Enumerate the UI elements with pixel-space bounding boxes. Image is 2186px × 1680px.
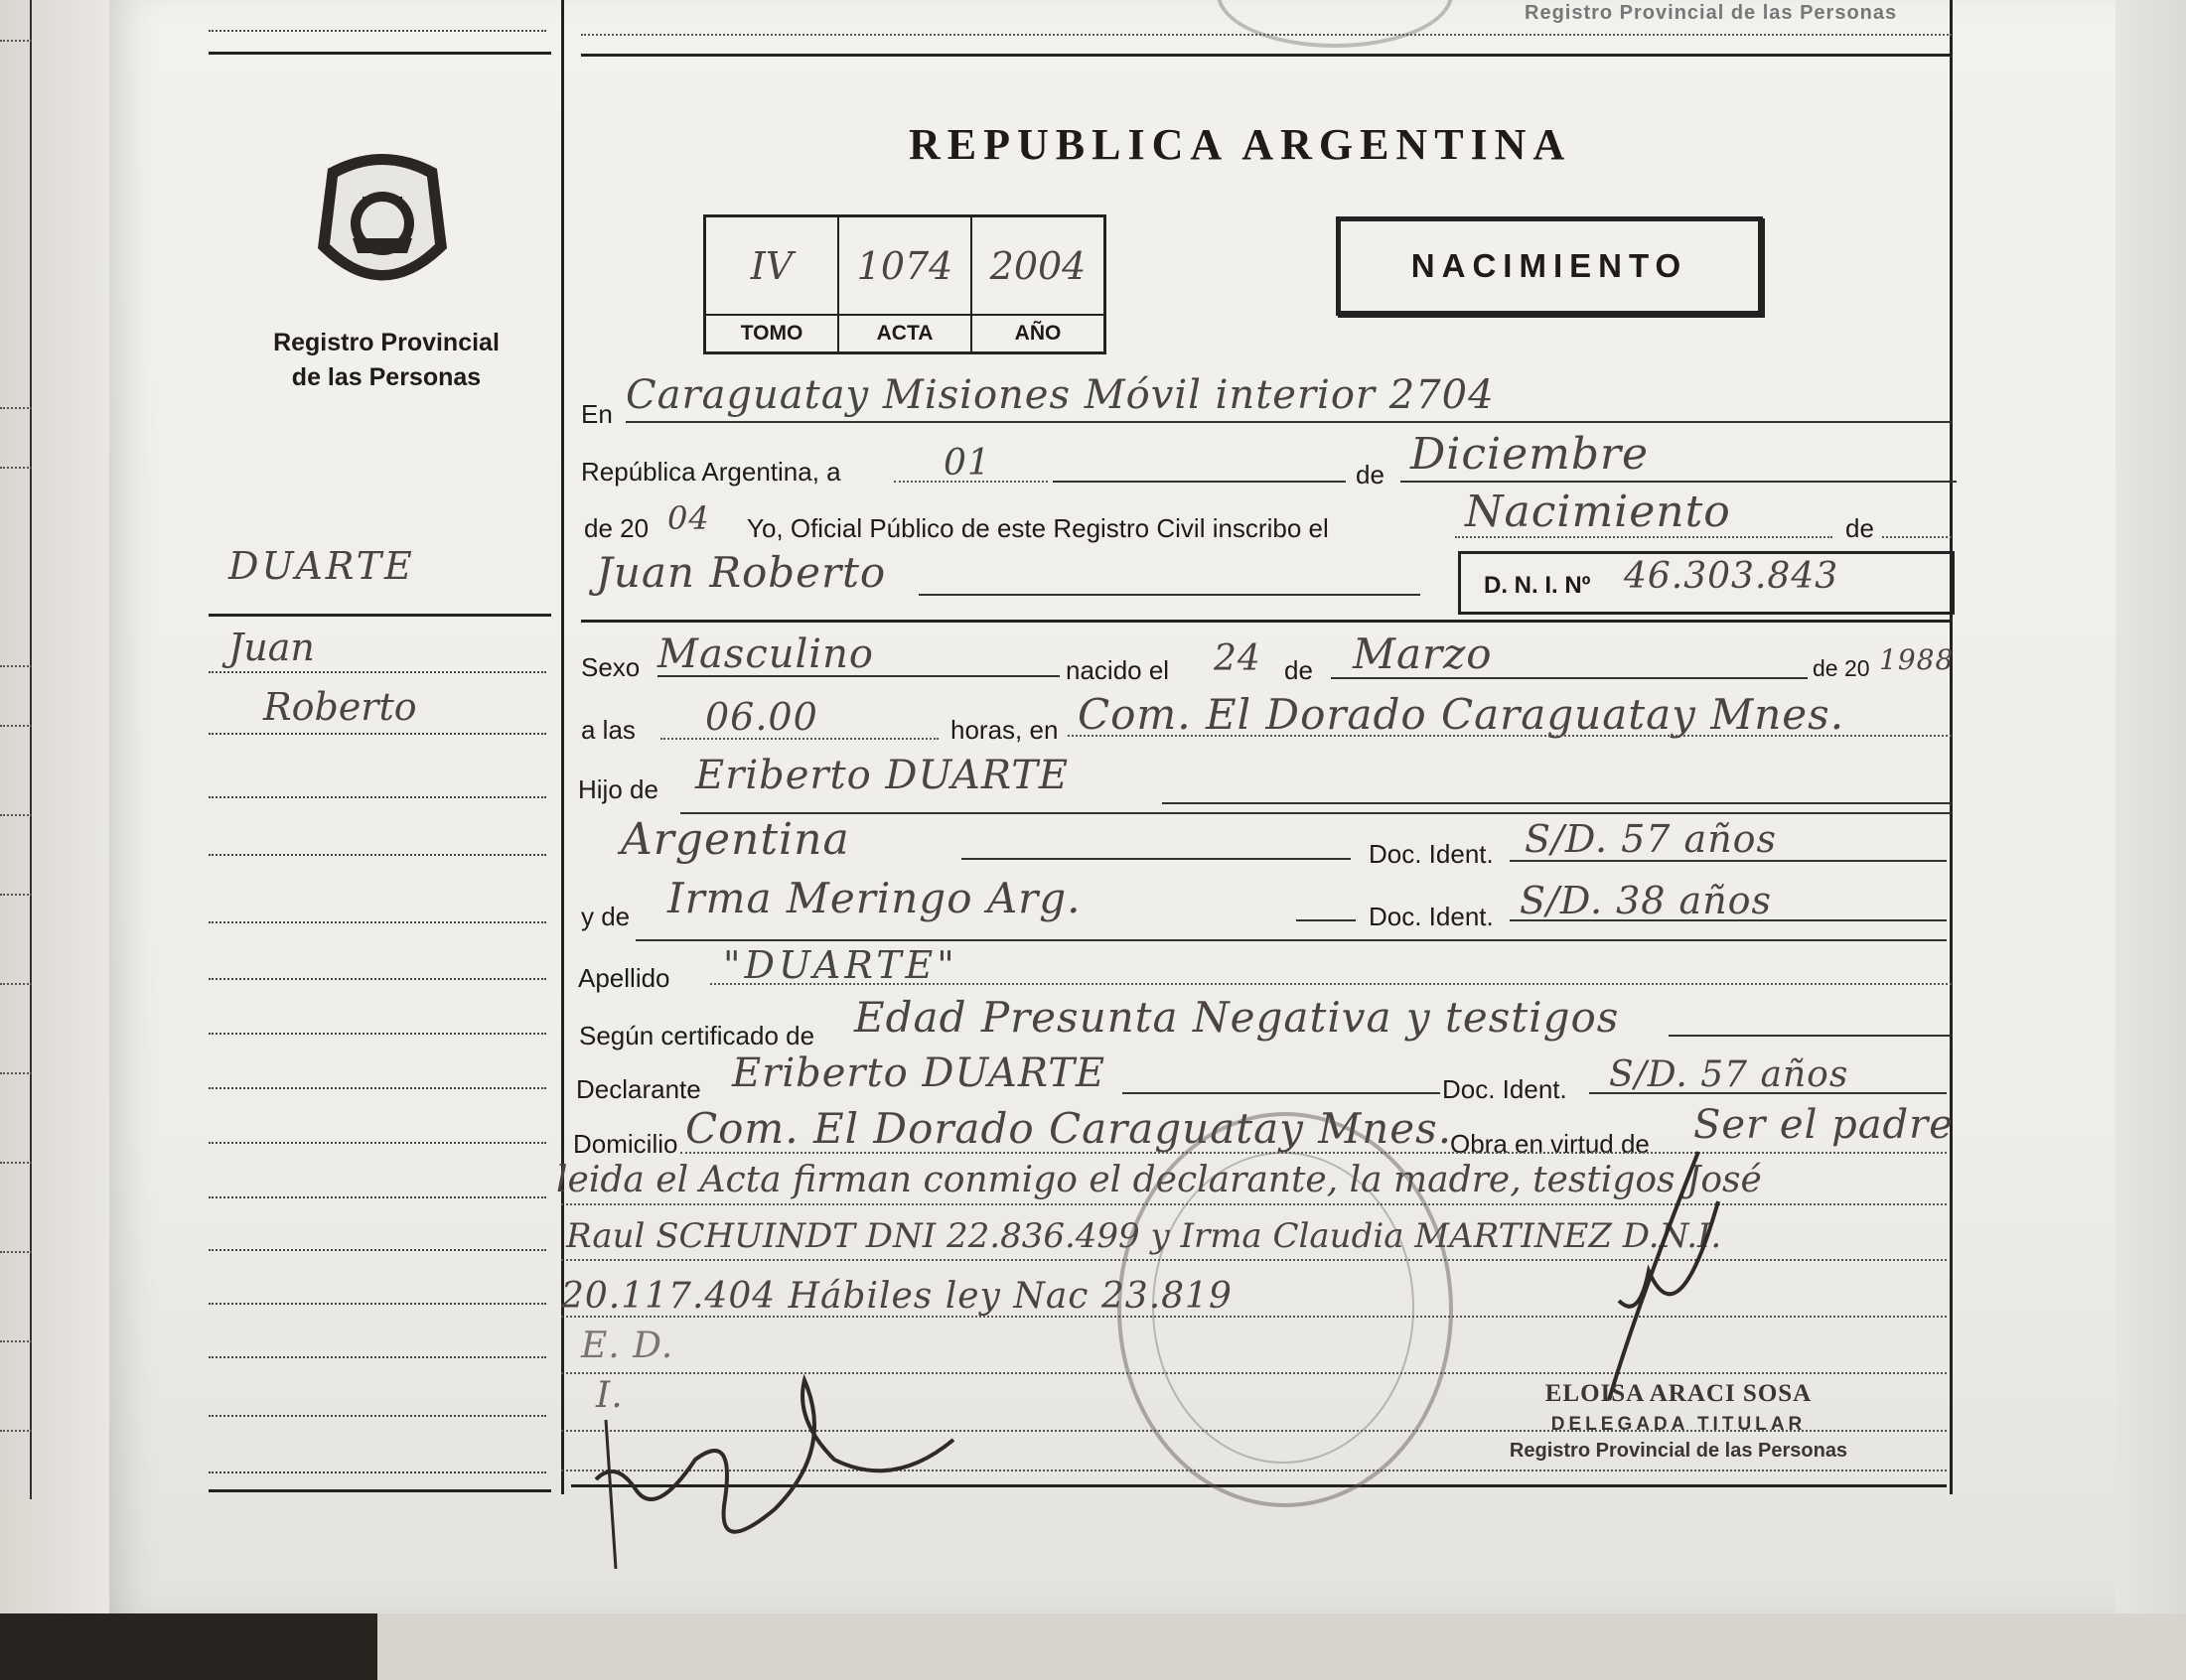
side-dotted-line bbox=[209, 978, 546, 980]
label-de-20b: de 20 bbox=[1813, 655, 1870, 681]
side-dotted-line bbox=[209, 854, 546, 856]
side-dotted-line bbox=[209, 1303, 546, 1305]
stub-line bbox=[0, 467, 32, 469]
label-a-las: a las bbox=[581, 715, 636, 745]
side-given-name-2: Roberto bbox=[263, 685, 417, 729]
field-month: Diciembre bbox=[1410, 429, 1650, 480]
field-birth-month: Marzo bbox=[1353, 630, 1493, 678]
label-yo-oficial: Yo, Oficial Público de este Registro Civil inscribo el bbox=[747, 513, 1329, 543]
label-de-mid: de bbox=[1284, 655, 1313, 685]
stub-line bbox=[0, 725, 32, 727]
field-dni: 46.303.843 bbox=[1624, 556, 1839, 597]
note-line-4: E. D. bbox=[581, 1326, 674, 1366]
field-birth-day: 24 bbox=[1214, 638, 1261, 679]
side-dotted-line bbox=[209, 1356, 546, 1358]
left-page-edge bbox=[0, 0, 119, 1613]
note-line-1: leida el Acta firman conmigo el declarante, la madre, testigos José bbox=[556, 1160, 1762, 1200]
line-day-2 bbox=[1053, 481, 1346, 483]
stub-line bbox=[0, 894, 32, 896]
side-surname: DUARTE bbox=[228, 544, 415, 588]
line-nationality bbox=[961, 858, 1351, 860]
note-line-3: 20.117.404 Hábiles ley Nac 23.819 bbox=[561, 1276, 1233, 1317]
stub-line bbox=[0, 983, 32, 985]
tomo-value: IV bbox=[705, 216, 839, 316]
line-sex bbox=[657, 675, 1060, 677]
side-column bbox=[209, 0, 546, 1499]
year-value: 2004 bbox=[971, 216, 1105, 316]
field-declarant-doc: S/D. 57 años bbox=[1609, 1054, 1849, 1095]
side-dotted-line bbox=[209, 30, 546, 32]
label-segun-certificado: Según certificado de bbox=[579, 1021, 815, 1050]
field-surname: "DUARTE" bbox=[723, 943, 958, 987]
stub-line bbox=[0, 1430, 32, 1432]
side-dotted-line bbox=[209, 1249, 546, 1251]
side-dotted-line bbox=[209, 921, 546, 923]
label-de: de bbox=[1356, 460, 1384, 490]
line-father-2 bbox=[680, 812, 1952, 814]
stub-line bbox=[0, 665, 32, 667]
stub-line bbox=[0, 40, 32, 42]
field-birth-year: 1988 bbox=[1879, 643, 1955, 676]
label-hijo-de: Hijo de bbox=[578, 774, 658, 804]
line-mother-doc bbox=[1510, 919, 1947, 921]
note-line-2: Raul SCHUINDT DNI 22.836.499 y Irma Claudia MARTINEZ D.N.I. bbox=[566, 1216, 1722, 1256]
stub-line bbox=[0, 1340, 32, 1342]
field-sex: Masculino bbox=[657, 631, 874, 677]
registry-name bbox=[256, 326, 516, 395]
label-declarante: Declarante bbox=[576, 1074, 701, 1104]
stub-line bbox=[0, 407, 32, 409]
registry-line-1: Registro Provincial bbox=[273, 329, 500, 356]
label-domicilio: Domicilio bbox=[573, 1129, 678, 1159]
field-certificate: Edad Presunta Negativa y testigos bbox=[854, 993, 1620, 1042]
record-type-box: NACIMIENTO bbox=[1336, 216, 1763, 316]
side-dotted-line bbox=[209, 1196, 546, 1198]
note-line-5: I. bbox=[596, 1375, 624, 1416]
field-hour: 06.00 bbox=[705, 695, 818, 739]
field-declarant: Eriberto DUARTE bbox=[732, 1050, 1106, 1096]
page-title: REPUBLICA ARGENTINA bbox=[909, 120, 1572, 169]
line-certificate bbox=[1669, 1035, 1952, 1037]
line-father-doc bbox=[1510, 860, 1947, 862]
line-month bbox=[1400, 481, 1957, 483]
tomo-header: TOMO bbox=[705, 315, 839, 353]
acta-header: ACTA bbox=[838, 315, 971, 353]
label-y-de: y de bbox=[581, 902, 631, 931]
field-year: 04 bbox=[667, 499, 710, 537]
stub-line bbox=[0, 1251, 32, 1253]
stub-line bbox=[0, 814, 32, 816]
officer-name: ELOISA ARACI SOSA bbox=[1544, 1380, 1813, 1407]
right-page-edge bbox=[2115, 0, 2186, 1613]
field-father-doc: S/D. 57 años bbox=[1525, 817, 1778, 861]
side-dotted-line bbox=[209, 796, 546, 798]
side-dotted-line bbox=[209, 733, 546, 735]
provincial-seal-icon bbox=[308, 139, 457, 308]
year-header: AÑO bbox=[971, 315, 1105, 353]
label-doc-ident-2: Doc. Ident. bbox=[1369, 902, 1494, 931]
side-dotted-line bbox=[209, 1415, 546, 1417]
declarant-signature-icon bbox=[576, 1340, 973, 1579]
line-de-end bbox=[1882, 536, 1952, 538]
line-declarant bbox=[1122, 1092, 1440, 1094]
line-father bbox=[1162, 802, 1952, 804]
side-dotted-line bbox=[209, 1471, 546, 1473]
stub-line bbox=[0, 1162, 32, 1164]
line-birth-month bbox=[1331, 677, 1808, 679]
line-birth-place bbox=[1068, 735, 1952, 737]
top-dotted-line bbox=[581, 34, 1952, 36]
field-mother-doc: S/D. 38 años bbox=[1520, 879, 1773, 922]
line-hour bbox=[660, 738, 939, 740]
label-republica: República Argentina, a bbox=[581, 457, 841, 487]
stub-line bbox=[0, 1072, 32, 1074]
field-father-nationality: Argentina bbox=[621, 814, 850, 865]
field-act: Nacimiento bbox=[1465, 487, 1731, 537]
label-nacido: nacido el bbox=[1066, 655, 1170, 685]
top-registry-stamp: Registro Provincial de las Personas bbox=[1525, 2, 1898, 24]
side-rule bbox=[209, 614, 551, 617]
field-name: Juan Roberto bbox=[596, 548, 887, 597]
top-rule bbox=[581, 54, 1952, 57]
stub-column-border bbox=[30, 0, 32, 1499]
side-dotted-line bbox=[209, 1033, 546, 1035]
field-mother: Irma Meringo Arg. bbox=[667, 874, 1082, 922]
line-name bbox=[919, 594, 1420, 596]
side-rule bbox=[209, 1489, 551, 1492]
line-mother-2 bbox=[636, 939, 1947, 941]
officer-signature-block bbox=[1480, 1380, 1877, 1463]
label-horas: horas, en bbox=[950, 715, 1059, 745]
officer-role: DELEGADA TITULAR bbox=[1550, 1414, 1807, 1435]
label-doc-ident-1: Doc. Ident. bbox=[1369, 839, 1494, 869]
book-underside bbox=[377, 1613, 2186, 1680]
rule-after-name bbox=[581, 620, 1952, 623]
registry-line-2: de las Personas bbox=[291, 363, 482, 391]
label-en: En bbox=[581, 399, 613, 429]
label-dni: D. N. I. Nº bbox=[1484, 572, 1591, 599]
label-de-20: de 20 bbox=[584, 513, 650, 543]
field-reason: Ser el padre bbox=[1693, 1102, 1954, 1148]
field-day: 01 bbox=[944, 443, 991, 484]
line-surname bbox=[710, 983, 1952, 985]
label-apellido: Apellido bbox=[578, 963, 670, 993]
field-address: Com. El Dorado Caraguatay Mnes. bbox=[685, 1104, 1453, 1153]
line-day bbox=[894, 481, 1048, 483]
line-place bbox=[626, 421, 1952, 423]
officer-registry: Registro Provincial de las Personas bbox=[1509, 1440, 1848, 1462]
side-rule bbox=[209, 52, 551, 55]
line-act bbox=[1455, 536, 1832, 538]
field-place: Caraguatay Misiones Móvil interior 2704 bbox=[626, 372, 1495, 418]
line-declarant-doc bbox=[1589, 1092, 1947, 1094]
side-given-name-1: Juan bbox=[228, 626, 315, 669]
label-obra-en-virtud: Obra en virtud de bbox=[1450, 1129, 1650, 1159]
label-doc-ident-3: Doc. Ident. bbox=[1442, 1074, 1567, 1104]
label-sexo: Sexo bbox=[581, 652, 641, 682]
side-dotted-line bbox=[209, 1087, 546, 1089]
official-round-stamp-inner bbox=[1152, 1152, 1414, 1464]
officer-signature-icon bbox=[1579, 1142, 1738, 1420]
line-mother bbox=[1296, 919, 1356, 921]
record-id-table bbox=[703, 214, 1106, 354]
field-father: Eriberto DUARTE bbox=[695, 753, 1070, 798]
acta-value: 1074 bbox=[838, 216, 971, 316]
side-dotted-line bbox=[209, 671, 546, 673]
field-birth-place: Com. El Dorado Caraguatay Mnes. bbox=[1078, 690, 1845, 739]
label-de-end: de bbox=[1845, 513, 1874, 543]
side-dotted-line bbox=[209, 1142, 546, 1144]
